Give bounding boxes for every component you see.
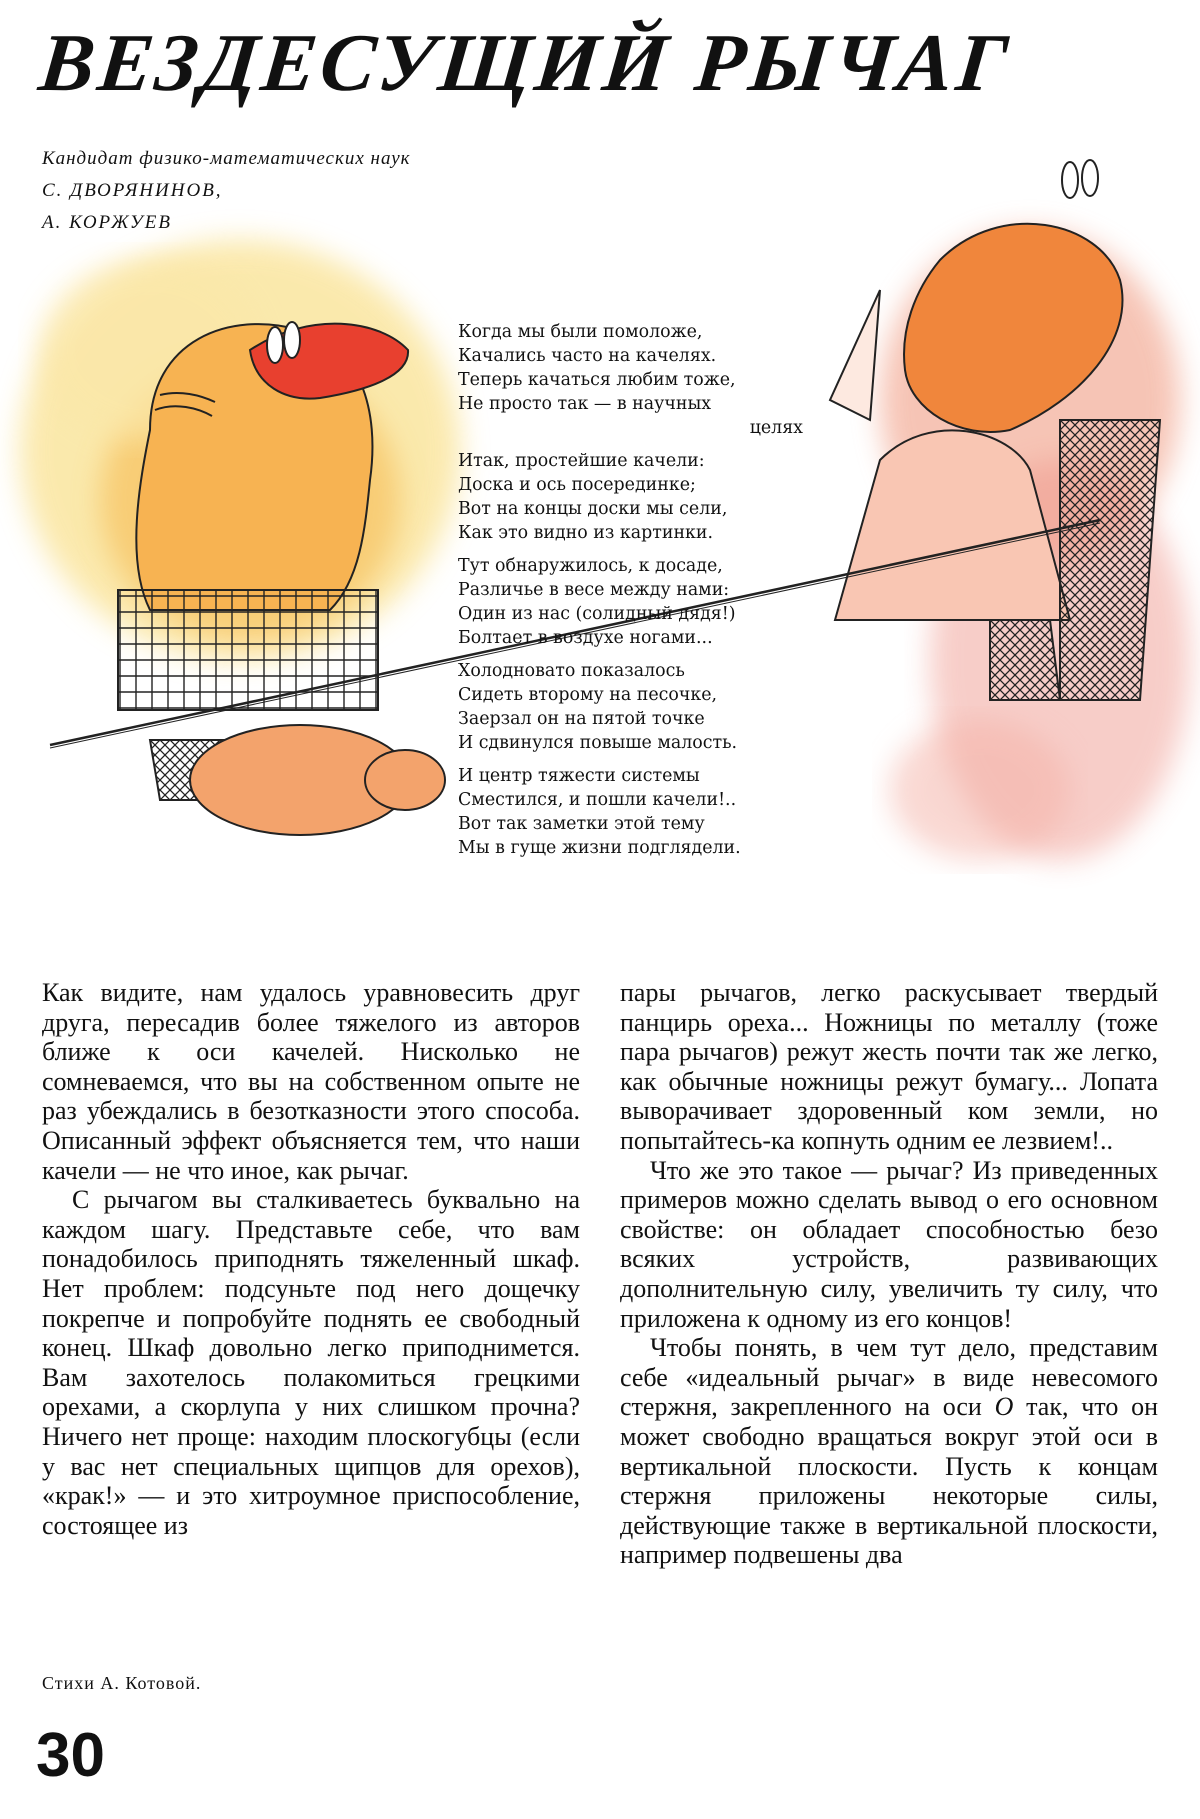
axis-label: О [994, 1392, 1014, 1422]
poem-line: Качались часто на качелях. [458, 346, 717, 366]
poem-stanza [458, 320, 803, 440]
poem-credit-footnote: Стихи А. Котовой. [42, 1673, 202, 1693]
poem-line: И центр тяжести системы [458, 766, 700, 786]
poem-line: Болтает в воздухе ногами... [458, 628, 713, 648]
poem-line: Сместился, и пошли качели!.. [458, 790, 737, 810]
poem-stanza [458, 764, 803, 860]
body-paragraph: Что же это такое — рычаг? Из приведенных примеров можно сделать вывод о его основном свойстве: он обладает способностью безо всяких устройств, развивающих дополнительную силу, увеличить ту силу, что приложена к одному из его концов! [620, 1155, 1158, 1333]
author-name: С. ДВОРЯНИНОВ, [42, 180, 223, 201]
poem-line: Вот так заметки этой тему [458, 814, 705, 834]
body-paragraph: пары рычагов, легко раскусывает твердый панцирь ореха... Ножницы по металлу (тоже пара рычагов) режут жесть почти так же легко, как обычные ножницы режут бумагу... Лопата выворачивает здоровенный ком земли, но попытайтесь-ка копнуть одним ее лезвием!.. [620, 978, 1158, 1155]
poem-line: Различье в весе между нами: [458, 580, 730, 600]
author-degree: Кандидат физико-математических наук [42, 148, 411, 169]
poem-line: Теперь качаться любим тоже, [458, 370, 736, 390]
poem-line: Мы в гуще жизни подглядели. [458, 838, 741, 858]
page-number: 30 [36, 1721, 105, 1790]
poem-line: И сдвинулся повыше малость. [458, 733, 738, 753]
poem-line: Доска и ось посерединке; [458, 475, 696, 495]
poem-line: Заерзал он на пятой точке [458, 709, 705, 729]
poem-line: Тут обнаружилось, к досаде, [458, 556, 723, 576]
poem-line: Сидеть второму на песочке, [458, 685, 718, 705]
body-column-right [620, 978, 1158, 1570]
poem-line: Не просто так — в научных [458, 394, 712, 414]
body-text: так, что он может свободно вращаться вокруг этой оси в вертикальной плоскости. Пусть к концам стержня приложены некоторые силы, действующие также в вертикальной плоскости, например подвешены два [620, 1392, 1158, 1570]
poem-line: Вот на концы доски мы сели, [458, 499, 728, 519]
tall-character [830, 160, 1160, 700]
poem-line: Итак, простейшие качели: [458, 451, 705, 471]
poem-stanza [458, 449, 803, 545]
poem-stanza [458, 659, 803, 755]
body-paragraph: С рычагом вы сталкиваетесь буквально на каждом шагу. Представьте себе, что вам понадобилось приподнять тяжеленный шкаф. Нет проблем: подсуньте под него дощечку покрепче и попробуйте поднять ее свободный конец. Шкаф довольно легко приподнимется. Вам захотелось полакомиться грецкими орехами, а скорлупа у них слишком прочна? Ничего нет проще: находим плоскогубцы (если у вас нет специальных щипцов для орехов), «крак!» — и это хитроумное приспособление, состоящее из [42, 1185, 580, 1540]
poem-line: целях [749, 418, 803, 438]
poem-stanza [458, 554, 803, 650]
article-title: ВЕЗДЕСУЩИЙ РЫЧАГ [35, 17, 1016, 108]
body-paragraph [620, 1333, 1158, 1570]
body-paragraph: Как видите, нам удалось уравновесить друг друга, пересадив более тяжелого из авторов ближе к оси качелей. Нисколько не сомневаемся, что вы на собственном опыте не раз убеждались в безотказности этого способа. Описанный эффект объясняется тем, что наши качели — не что иное, как рычаг. [42, 978, 580, 1185]
poem-line: Холодновато показалось [458, 661, 685, 681]
author-name: А. КОРЖУЕВ [42, 212, 172, 233]
poem-line: Когда мы были помоложе, [458, 322, 703, 342]
poem-line: Как это видно из картинки. [458, 523, 714, 543]
body-column-left [42, 978, 580, 1540]
body-text: Чтобы понять, в чем тут дело, представим себе «идеальный рычаг» в виде невесомого стержня, закрепленного на оси [620, 1333, 1158, 1422]
poem-line: Один из нас (солидный дядя!) [458, 604, 736, 624]
poem [458, 320, 803, 869]
